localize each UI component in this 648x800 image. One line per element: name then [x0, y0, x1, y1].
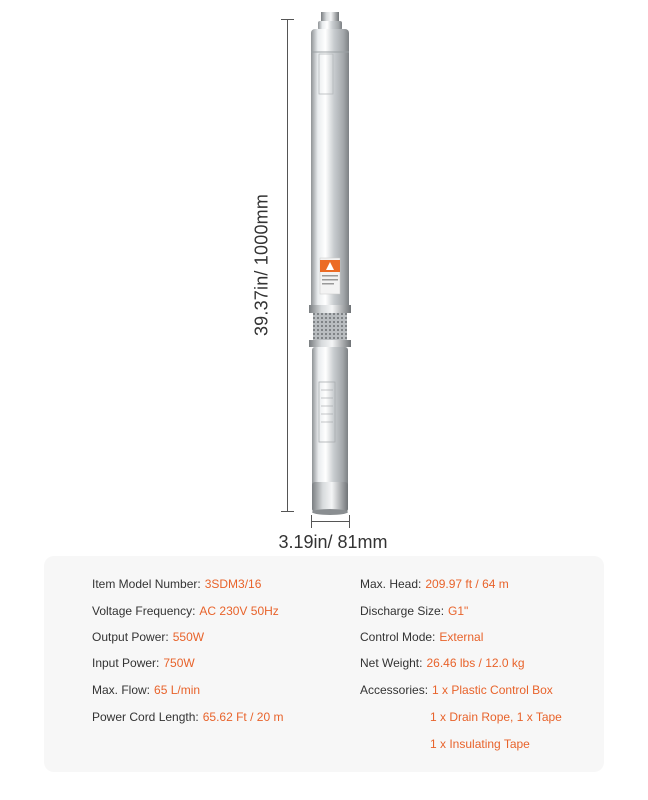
spec-accessories-continued — [430, 736, 530, 752]
spec-value: 65 L/min — [154, 683, 201, 697]
spec-value: 1 x Drain Rope, 1 x Tape — [430, 710, 562, 724]
spec-label: Item Model Number: — [92, 577, 201, 591]
spec-item-model-number — [92, 576, 261, 592]
spec-control-mode — [360, 629, 483, 645]
spec-net-weight — [360, 655, 525, 671]
spec-label: Output Power: — [92, 630, 169, 644]
spec-output-power — [92, 629, 204, 645]
width-dimension-line — [311, 521, 350, 522]
spec-label: Net Weight: — [360, 656, 423, 670]
spec-label: Max. Head: — [360, 577, 422, 591]
spec-voltage-frequency — [92, 603, 279, 619]
spec-input-power — [92, 655, 195, 671]
spec-value: 1 x Plastic Control Box — [432, 683, 553, 697]
spec-accessories — [360, 682, 553, 698]
spec-label: Voltage Frequency: — [92, 604, 196, 618]
width-dimension-cap-right — [349, 515, 350, 528]
spec-label: Control Mode: — [360, 630, 436, 644]
spec-label: Max. Flow: — [92, 683, 151, 697]
spec-max-flow — [92, 682, 200, 698]
spec-accessories-continued — [430, 709, 562, 725]
spec-value: 209.97 ft / 64 m — [425, 577, 509, 591]
spec-value: AC 230V 50Hz — [199, 604, 279, 618]
spec-value: 1 x Insulating Tape — [430, 737, 530, 751]
spec-value: External — [439, 630, 484, 644]
width-dimension-cap-left — [311, 515, 312, 528]
spec-value: 26.46 lbs / 12.0 kg — [426, 656, 525, 670]
spec-label: Discharge Size: — [360, 604, 445, 618]
spec-max-head — [360, 576, 509, 592]
spec-value: 550W — [172, 630, 205, 644]
height-dimension-cap-top — [281, 19, 294, 20]
height-dimension-text: 39.37in/ 1000mm — [251, 193, 272, 337]
spec-value: 750W — [163, 656, 195, 670]
width-dimension-label: 3.19in/ 81mm — [278, 532, 388, 552]
spec-label: Input Power: — [92, 656, 160, 670]
spec-discharge-size — [360, 603, 468, 619]
height-dimension-line — [287, 19, 288, 511]
height-dimension-cap-bottom — [281, 511, 294, 512]
spec-label: Power Cord Length: — [92, 710, 199, 724]
spec-power-cord-length — [92, 709, 283, 725]
submersible-pump-image — [300, 12, 360, 517]
spec-label: Accessories: — [360, 683, 429, 697]
specifications-panel — [44, 556, 604, 772]
spec-value: 3SDM3/16 — [204, 577, 262, 591]
spec-value: G1" — [448, 604, 469, 618]
spec-value: 65.62 Ft / 20 m — [202, 710, 284, 724]
